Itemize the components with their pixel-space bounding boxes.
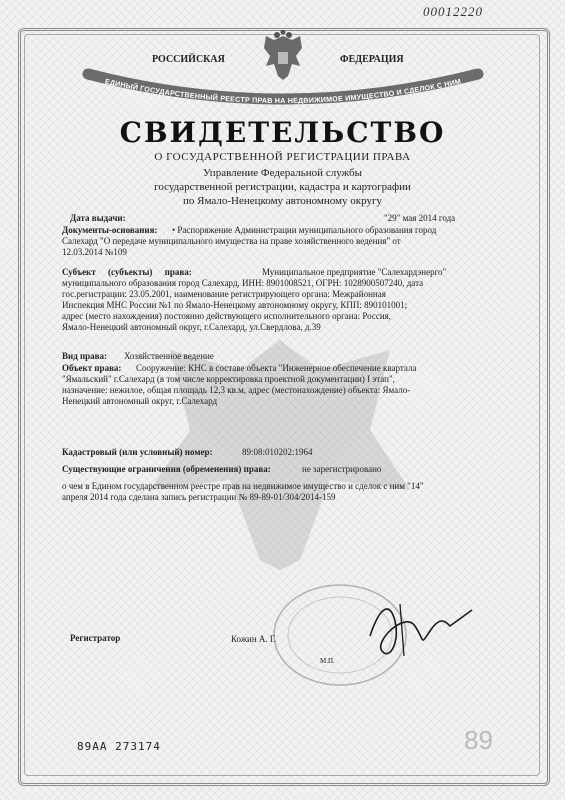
basis-line: • Распоряжение Администрации муниципального образования город bbox=[172, 225, 437, 235]
right-type-value: Хозяйственное ведение bbox=[124, 351, 214, 361]
basis-line: 12.03.2014 №109 bbox=[62, 247, 127, 257]
coat-of-arms-emblem bbox=[258, 30, 308, 84]
cadastral-value: 89:08:010202:1964 bbox=[242, 447, 313, 457]
issuing-authority bbox=[0, 166, 565, 208]
restrictions-label: Существующие ограничения (обременения) права: bbox=[62, 464, 271, 474]
subject-line: Муниципальное предприятие "Салехардэнерго" bbox=[262, 267, 447, 277]
object-label: Объект права: bbox=[62, 363, 122, 373]
object-line: "Ямальский" г.Салехард (в том числе корректировка проектной документации) I этап", bbox=[62, 374, 395, 384]
cadastral-label: Кадастровый (или условный) номер: bbox=[62, 447, 213, 457]
subject-line: муниципального образования город Салехард, ИНН: 8901008521, ОГРН: 1028900507240, дата bbox=[62, 278, 424, 288]
authority-line: по Ямало-Ненецкому автономному округу bbox=[183, 195, 382, 207]
banner-right-text: ФЕДЕРАЦИЯ bbox=[340, 54, 404, 65]
authority-line: Управление Федеральной службы bbox=[202, 167, 362, 179]
subject-line: гос.регистрации: 23.05.2001, наименование регистрирующего органа: Межрайонная bbox=[62, 289, 386, 299]
corner-region-number: 89 bbox=[464, 725, 493, 755]
object-line: Ненецкий автономный округ, г.Салехард bbox=[62, 396, 218, 406]
registrar-signature bbox=[360, 596, 475, 666]
object-line: назначение: нежилое, общая площадь 12,3 кв.м, адрес (местонахождение) объекта: Ямало- bbox=[62, 385, 411, 395]
registry-record-line: о чем в Едином государственном реестре прав на недвижимое имущество и сделок с ним "14" bbox=[62, 481, 424, 491]
right-type-label: Вид права: bbox=[62, 351, 108, 361]
document-subtitle: О ГОСУДАРСТВЕННОЙ РЕГИСТРАЦИИ ПРАВА bbox=[154, 151, 411, 163]
subject-line: адрес (место нахождения) постоянно действующего исполнительного органа: Россия, bbox=[62, 311, 392, 321]
authority-line: государственной регистрации, кадастра и картографии bbox=[154, 181, 411, 193]
restrictions-value: не зарегистрировано bbox=[302, 464, 382, 474]
registry-arc-text: ЕДИНЫЙ ГОСУДАРСТВЕННЫЙ РЕЕСТР ПРАВ НА НЕДВИЖИМОЕ ИМУЩЕСТВО И СДЕЛОК С НИМ bbox=[104, 76, 462, 106]
registrar-name: Кожин А. Г. bbox=[231, 634, 277, 644]
stamp-mark: М.П. bbox=[320, 657, 335, 665]
basis-line: Салехард "О передаче муниципального имущества на праве хозяйственного ведения" от bbox=[62, 236, 401, 246]
handwritten-number: 00012220 bbox=[423, 4, 483, 19]
object-line: Сооружение: КНС в составе объекта "Инженерное обеспечение квартала bbox=[136, 363, 417, 373]
issue-date-value: "29" мая 2014 года bbox=[384, 213, 456, 223]
banner-left-text: РОССИЙСКАЯ bbox=[152, 54, 225, 65]
form-serial-number: 89АА 273174 bbox=[77, 740, 161, 753]
registry-record-line: апреля 2014 года сделана запись регистрации № 89-89-01/304/2014-159 bbox=[62, 492, 336, 502]
issue-date-label: Дата выдачи: bbox=[70, 213, 126, 223]
registrar-label: Регистратор bbox=[70, 633, 121, 643]
subject-line: Ямало-Ненецкий автономный округ, г.Салехард, ул.Свердлова, д.39 bbox=[62, 322, 321, 332]
document-title: СВИДЕТЕЛЬСТВО bbox=[119, 116, 446, 149]
subject-line: Инспекция МНС России №1 по Ямало-Ненецкому автономному округу, КПП: 890101001; bbox=[62, 300, 408, 310]
subject-label: Субъект (субъекты) права: bbox=[62, 267, 192, 277]
basis-label: Документы-основания: bbox=[62, 225, 158, 235]
